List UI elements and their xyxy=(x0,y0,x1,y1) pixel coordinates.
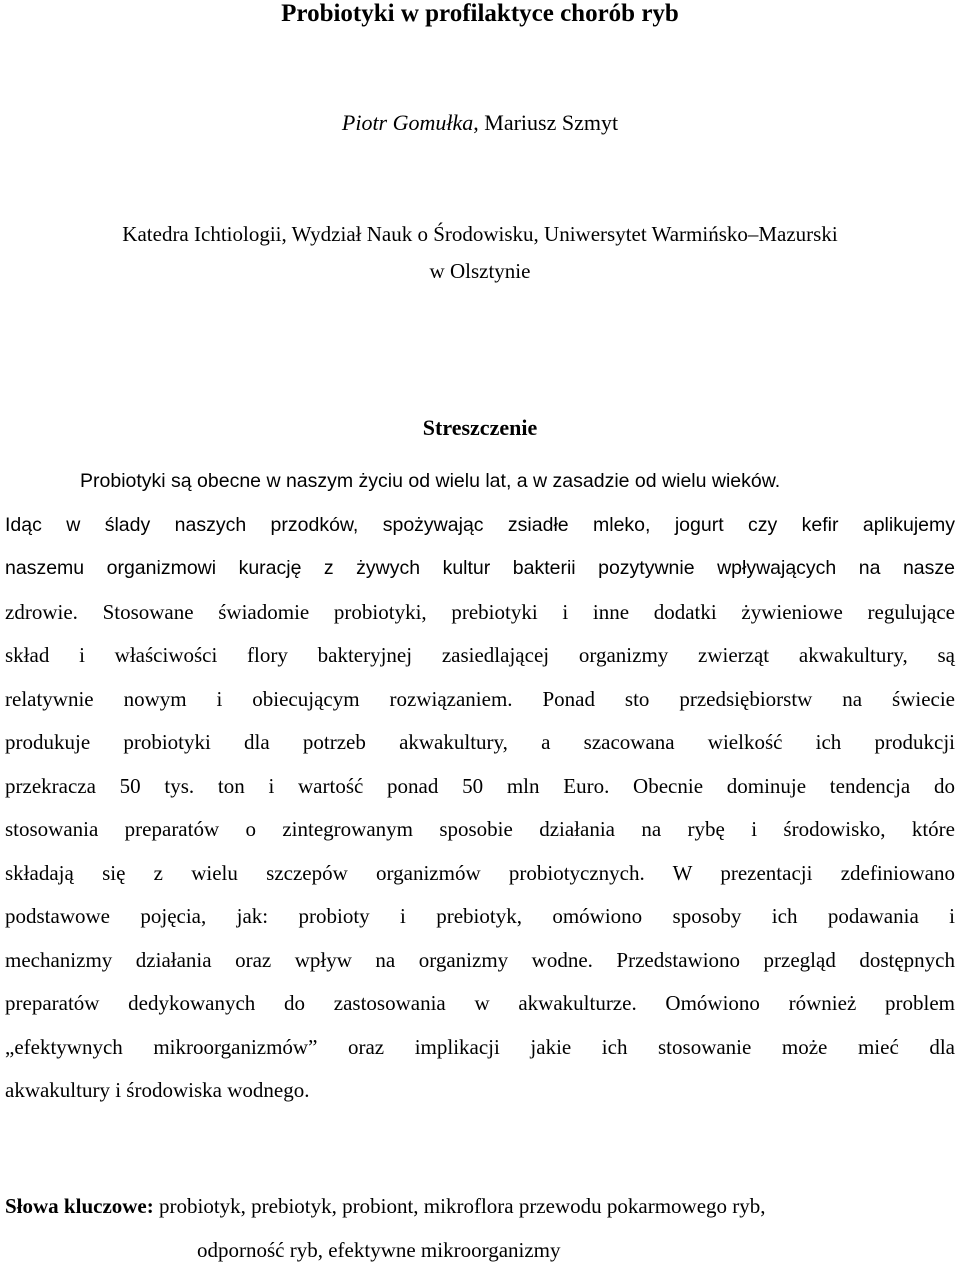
abstract-line: naszemu organizmowi kurację z żywych kultur bakterii pozytywnie wpływających na nasze xyxy=(5,547,955,591)
affiliation-line-2: w Olsztynie xyxy=(0,253,960,290)
abstract-line: preparatów dedykowanych do zastosowania w akwakulturze. Omówiono również problem xyxy=(5,982,955,1026)
abstract-line: stosowania preparatów o zintegrowanym sposobie działania na rybę i środowisko, które xyxy=(5,808,955,852)
authors xyxy=(0,108,960,138)
abstract-line: podstawowe pojęcia, jak: probioty i prebiotyk, omówiono sposoby ich podawania i xyxy=(5,895,955,939)
author-second: Mariusz Szmyt xyxy=(484,110,618,135)
keywords xyxy=(5,1185,955,1272)
paper-title: Probiotyki w profilaktyce chorób ryb xyxy=(0,0,960,28)
abstract-line: Idąc w ślady naszych przodków, spożywając zsiadłe mleko, jogurt czy kefir aplikujemy xyxy=(5,504,955,548)
abstract-body xyxy=(5,460,955,1113)
keywords-line-2: odporność ryb, efektywne mikroorganizmy xyxy=(5,1229,955,1272)
keywords-label: Słowa kluczowe: xyxy=(5,1194,154,1218)
abstract-line: przekracza 50 tys. ton i wartość ponad 50 mln Euro. Obecnie dominuje tendencja do xyxy=(5,765,955,809)
abstract-line: składają się z wielu szczepów organizmów probiotycznych. W prezentacji zdefiniowano xyxy=(5,852,955,896)
affiliation-line-1: Katedra Ichtiologii, Wydział Nauk o Środowisku, Uniwersytet Warmińsko–Mazurski xyxy=(0,216,960,253)
abstract-line: mechanizmy działania oraz wpływ na organizmy wodne. Przedstawiono przegląd dostępnych xyxy=(5,939,955,983)
author-separator: , xyxy=(473,110,484,135)
affiliation xyxy=(0,216,960,290)
abstract-line: „efektywnych mikroorganizmów” oraz implikacji jakie ich stosowanie może mieć dla xyxy=(5,1026,955,1070)
abstract-line: Probiotyki są obecne w naszym życiu od wielu lat, a w zasadzie od wielu wieków. xyxy=(5,460,955,504)
abstract-heading: Streszczenie xyxy=(0,413,960,443)
keywords-line-1: probiotyk, prebiotyk, probiont, mikroflora przewodu pokarmowego ryb, xyxy=(154,1194,766,1218)
author-first: Piotr Gomułka xyxy=(342,110,473,135)
abstract-line: skład i właściwości flory bakteryjnej zasiedlającej organizmy zwierząt akwakultury, są xyxy=(5,634,955,678)
abstract-line: produkuje probiotyki dla potrzeb akwakultury, a szacowana wielkość ich produkcji xyxy=(5,721,955,765)
abstract-line: relatywnie nowym i obiecującym rozwiązaniem. Ponad sto przedsiębiorstw na świecie xyxy=(5,678,955,722)
abstract-line: akwakultury i środowiska wodnego. xyxy=(5,1069,955,1113)
abstract-line: zdrowie. Stosowane świadomie probiotyki, prebiotyki i inne dodatki żywieniowe regulujące xyxy=(5,591,955,635)
